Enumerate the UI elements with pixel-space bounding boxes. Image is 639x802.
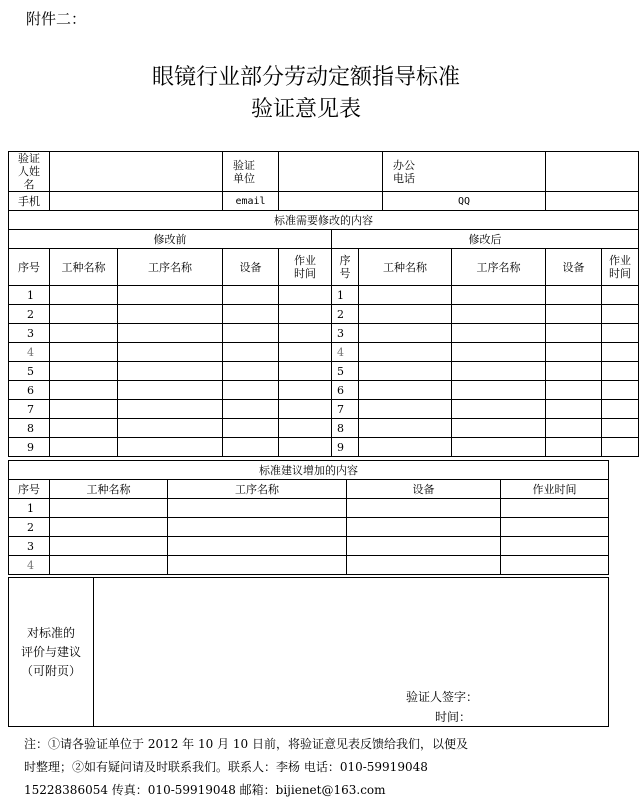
attachment-label: 附件二：: [26, 10, 87, 28]
add-cell-process[interactable]: [168, 556, 347, 575]
office-phone-label: 办公电话: [383, 152, 546, 192]
email-field[interactable]: [279, 192, 383, 211]
cell-process-before[interactable]: [118, 400, 223, 419]
add-cell-process[interactable]: [168, 518, 347, 537]
cell-work-time-before[interactable]: [279, 286, 332, 305]
add-row-seq: 4: [9, 556, 50, 575]
col-work-time-before: 作业时间: [279, 249, 332, 286]
modify-section-title: 标准需要修改的内容: [9, 211, 639, 230]
row-seq-after: 6: [332, 381, 359, 400]
qq-field[interactable]: [546, 192, 639, 211]
info-row-2: [9, 192, 639, 211]
modify-row: [9, 324, 639, 343]
add-col-equipment: 设备: [347, 480, 501, 499]
cell-work-time-after[interactable]: [602, 419, 639, 438]
mobile-field[interactable]: [50, 192, 223, 211]
cell-job-type-before[interactable]: [50, 419, 118, 438]
cell-process-after[interactable]: [452, 400, 546, 419]
add-col-job-type: 工种名称: [50, 480, 168, 499]
cell-equipment-before[interactable]: [223, 343, 279, 362]
cell-work-time-before[interactable]: [279, 324, 332, 343]
cell-work-time-before[interactable]: [279, 400, 332, 419]
cell-job-type-after[interactable]: [359, 305, 452, 324]
cell-process-after[interactable]: [452, 343, 546, 362]
cell-equipment-before[interactable]: [223, 419, 279, 438]
add-cell-work-time[interactable]: [501, 556, 609, 575]
cell-work-time-after[interactable]: [602, 324, 639, 343]
row-seq-after: 1: [332, 286, 359, 305]
cell-equipment-before[interactable]: [223, 362, 279, 381]
add-cell-job-type[interactable]: [50, 499, 168, 518]
cell-equipment-after[interactable]: [546, 400, 602, 419]
cell-equipment-before[interactable]: [223, 381, 279, 400]
note-line-2: 时整理；②如有疑问请及时联系我们。联系人：李杨 电话：010-59919048: [24, 760, 428, 774]
cell-process-before[interactable]: [118, 419, 223, 438]
row-seq-after: 9: [332, 438, 359, 457]
cell-equipment-before[interactable]: [223, 305, 279, 324]
add-row: [9, 518, 609, 537]
verifier-name-field[interactable]: [50, 152, 223, 192]
signature-label: 验证人签字：: [406, 690, 479, 704]
row-seq-before: 1: [9, 286, 50, 305]
cell-job-type-after[interactable]: [359, 324, 452, 343]
cell-work-time-before[interactable]: [279, 381, 332, 400]
row-seq-after: 5: [332, 362, 359, 381]
row-seq-after: 8: [332, 419, 359, 438]
add-cell-job-type[interactable]: [50, 537, 168, 556]
evaluation-label-line3: （可附页）: [20, 663, 81, 678]
cell-job-type-before[interactable]: [50, 343, 118, 362]
row-seq-after: 2: [332, 305, 359, 324]
cell-work-time-before[interactable]: [279, 362, 332, 381]
cell-equipment-after[interactable]: [546, 324, 602, 343]
mobile-label: 手机: [9, 192, 50, 211]
add-row: [9, 537, 609, 556]
time-label: 时间：: [435, 710, 472, 724]
cell-work-time-after[interactable]: [602, 305, 639, 324]
add-cell-equipment[interactable]: [347, 556, 501, 575]
modify-row: [9, 381, 639, 400]
after-label: 修改后: [332, 230, 639, 249]
col-process-before: 工序名称: [118, 249, 223, 286]
cell-process-after[interactable]: [452, 362, 546, 381]
add-row-seq: 2: [9, 518, 50, 537]
email-label: email: [223, 192, 279, 211]
additions-table: [8, 460, 609, 575]
cell-job-type-before[interactable]: [50, 286, 118, 305]
cell-job-type-before[interactable]: [50, 324, 118, 343]
row-seq-before: 3: [9, 324, 50, 343]
cell-process-before[interactable]: [118, 305, 223, 324]
cell-work-time-after[interactable]: [602, 438, 639, 457]
row-seq-after: 3: [332, 324, 359, 343]
col-equipment-before: 设备: [223, 249, 279, 286]
col-seq-after: 序号: [332, 249, 359, 286]
cell-equipment-before[interactable]: [223, 286, 279, 305]
cell-job-type-after[interactable]: [359, 343, 452, 362]
verifier-name-label: 验证人姓名: [9, 152, 50, 192]
row-seq-before: 2: [9, 305, 50, 324]
evaluation-field[interactable]: [94, 578, 609, 727]
cell-equipment-after[interactable]: [546, 343, 602, 362]
verification-table: [8, 151, 639, 457]
note-line-1: 注：①请各验证单位于 2012 年 10 月 10 日前，将验证意见表反馈给我们，以便及: [24, 737, 468, 751]
add-row-seq: 3: [9, 537, 50, 556]
row-seq-before: 5: [9, 362, 50, 381]
modify-row: [9, 419, 639, 438]
evaluation-table: [8, 577, 609, 727]
modify-header-row: [9, 249, 639, 286]
add-cell-equipment[interactable]: [347, 499, 501, 518]
cell-job-type-after[interactable]: [359, 438, 452, 457]
add-col-process: 工序名称: [168, 480, 347, 499]
col-equipment-after: 设备: [546, 249, 602, 286]
add-cell-work-time[interactable]: [501, 537, 609, 556]
add-col-work-time: 作业时间: [501, 480, 609, 499]
modify-row: [9, 305, 639, 324]
cell-work-time-after[interactable]: [602, 381, 639, 400]
verifier-unit-field[interactable]: [279, 152, 383, 192]
cell-work-time-before[interactable]: [279, 305, 332, 324]
add-row: [9, 499, 609, 518]
row-seq-before: 9: [9, 438, 50, 457]
row-seq-before: 6: [9, 381, 50, 400]
cell-process-after[interactable]: [452, 324, 546, 343]
row-seq-before: 4: [9, 343, 50, 362]
cell-process-after[interactable]: [452, 286, 546, 305]
cell-equipment-after[interactable]: [546, 381, 602, 400]
col-job-type-before: 工种名称: [50, 249, 118, 286]
modify-row: [9, 343, 639, 362]
cell-work-time-before[interactable]: [279, 419, 332, 438]
cell-equipment-after[interactable]: [546, 305, 602, 324]
add-row: [9, 556, 609, 575]
add-cell-job-type[interactable]: [50, 556, 168, 575]
add-cell-process[interactable]: [168, 499, 347, 518]
cell-process-after[interactable]: [452, 381, 546, 400]
cell-equipment-before[interactable]: [223, 324, 279, 343]
cell-process-before[interactable]: [118, 324, 223, 343]
cell-process-before[interactable]: [118, 343, 223, 362]
cell-job-type-before[interactable]: [50, 438, 118, 457]
add-col-seq: 序号: [9, 480, 50, 499]
modify-row: [9, 438, 639, 457]
cell-equipment-before[interactable]: [223, 438, 279, 457]
cell-equipment-after[interactable]: [546, 286, 602, 305]
add-header-row: [9, 480, 609, 499]
cell-job-type-before[interactable]: [50, 381, 118, 400]
cell-job-type-before[interactable]: [50, 400, 118, 419]
cell-job-type-after[interactable]: [359, 362, 452, 381]
add-cell-equipment[interactable]: [347, 537, 501, 556]
cell-equipment-before[interactable]: [223, 400, 279, 419]
cell-process-before[interactable]: [118, 381, 223, 400]
cell-job-type-before[interactable]: [50, 362, 118, 381]
add-cell-work-time[interactable]: [501, 499, 609, 518]
cell-job-type-after[interactable]: [359, 286, 452, 305]
cell-process-after[interactable]: [452, 419, 546, 438]
document-subtitle: 验证意见表: [250, 97, 361, 122]
cell-process-after[interactable]: [452, 305, 546, 324]
cell-work-time-before[interactable]: [279, 438, 332, 457]
add-cell-work-time[interactable]: [501, 518, 609, 537]
cell-work-time-after[interactable]: [602, 343, 639, 362]
add-cell-job-type[interactable]: [50, 518, 168, 537]
cell-process-before[interactable]: [118, 438, 223, 457]
evaluation-label-line2: 评价与建议: [20, 644, 81, 659]
row-seq-before: 8: [9, 419, 50, 438]
row-seq-before: 7: [9, 400, 50, 419]
add-cell-process[interactable]: [168, 537, 347, 556]
cell-equipment-after[interactable]: [546, 419, 602, 438]
modify-row: [9, 362, 639, 381]
cell-process-after[interactable]: [452, 438, 546, 457]
cell-job-type-after[interactable]: [359, 419, 452, 438]
cell-work-time-after[interactable]: [602, 286, 639, 305]
add-cell-equipment[interactable]: [347, 518, 501, 537]
modify-row: [9, 286, 639, 305]
row-seq-after: 7: [332, 400, 359, 419]
cell-process-before[interactable]: [118, 362, 223, 381]
document-title: 眼镜行业部分劳动定额指导标准: [151, 65, 460, 90]
verifier-unit-label: 验证单位: [223, 152, 279, 192]
cell-job-type-before[interactable]: [50, 305, 118, 324]
modify-row: [9, 400, 639, 419]
note-line-3: 15228386054 传真：010-59919048 邮箱：bijienet@163.com: [24, 783, 386, 797]
info-row-1: [9, 152, 639, 192]
cell-job-type-after[interactable]: [359, 400, 452, 419]
cell-equipment-after[interactable]: [546, 362, 602, 381]
cell-work-time-before[interactable]: [279, 343, 332, 362]
add-row-seq: 1: [9, 499, 50, 518]
col-process-after: 工序名称: [452, 249, 546, 286]
col-work-time-after: 作业时间: [602, 249, 639, 286]
add-section-title: 标准建议增加的内容: [9, 461, 609, 480]
cell-work-time-after[interactable]: [602, 400, 639, 419]
col-job-type-after: 工种名称: [359, 249, 452, 286]
cell-work-time-after[interactable]: [602, 362, 639, 381]
cell-job-type-after[interactable]: [359, 381, 452, 400]
evaluation-label: [9, 578, 94, 727]
cell-equipment-after[interactable]: [546, 438, 602, 457]
col-seq-before: 序号: [9, 249, 50, 286]
qq-label: QQ: [383, 192, 546, 211]
cell-process-before[interactable]: [118, 286, 223, 305]
row-seq-after: 4: [332, 343, 359, 362]
office-phone-field[interactable]: [546, 152, 639, 192]
before-label: 修改前: [9, 230, 332, 249]
evaluation-label-line1: 对标准的: [26, 625, 75, 640]
